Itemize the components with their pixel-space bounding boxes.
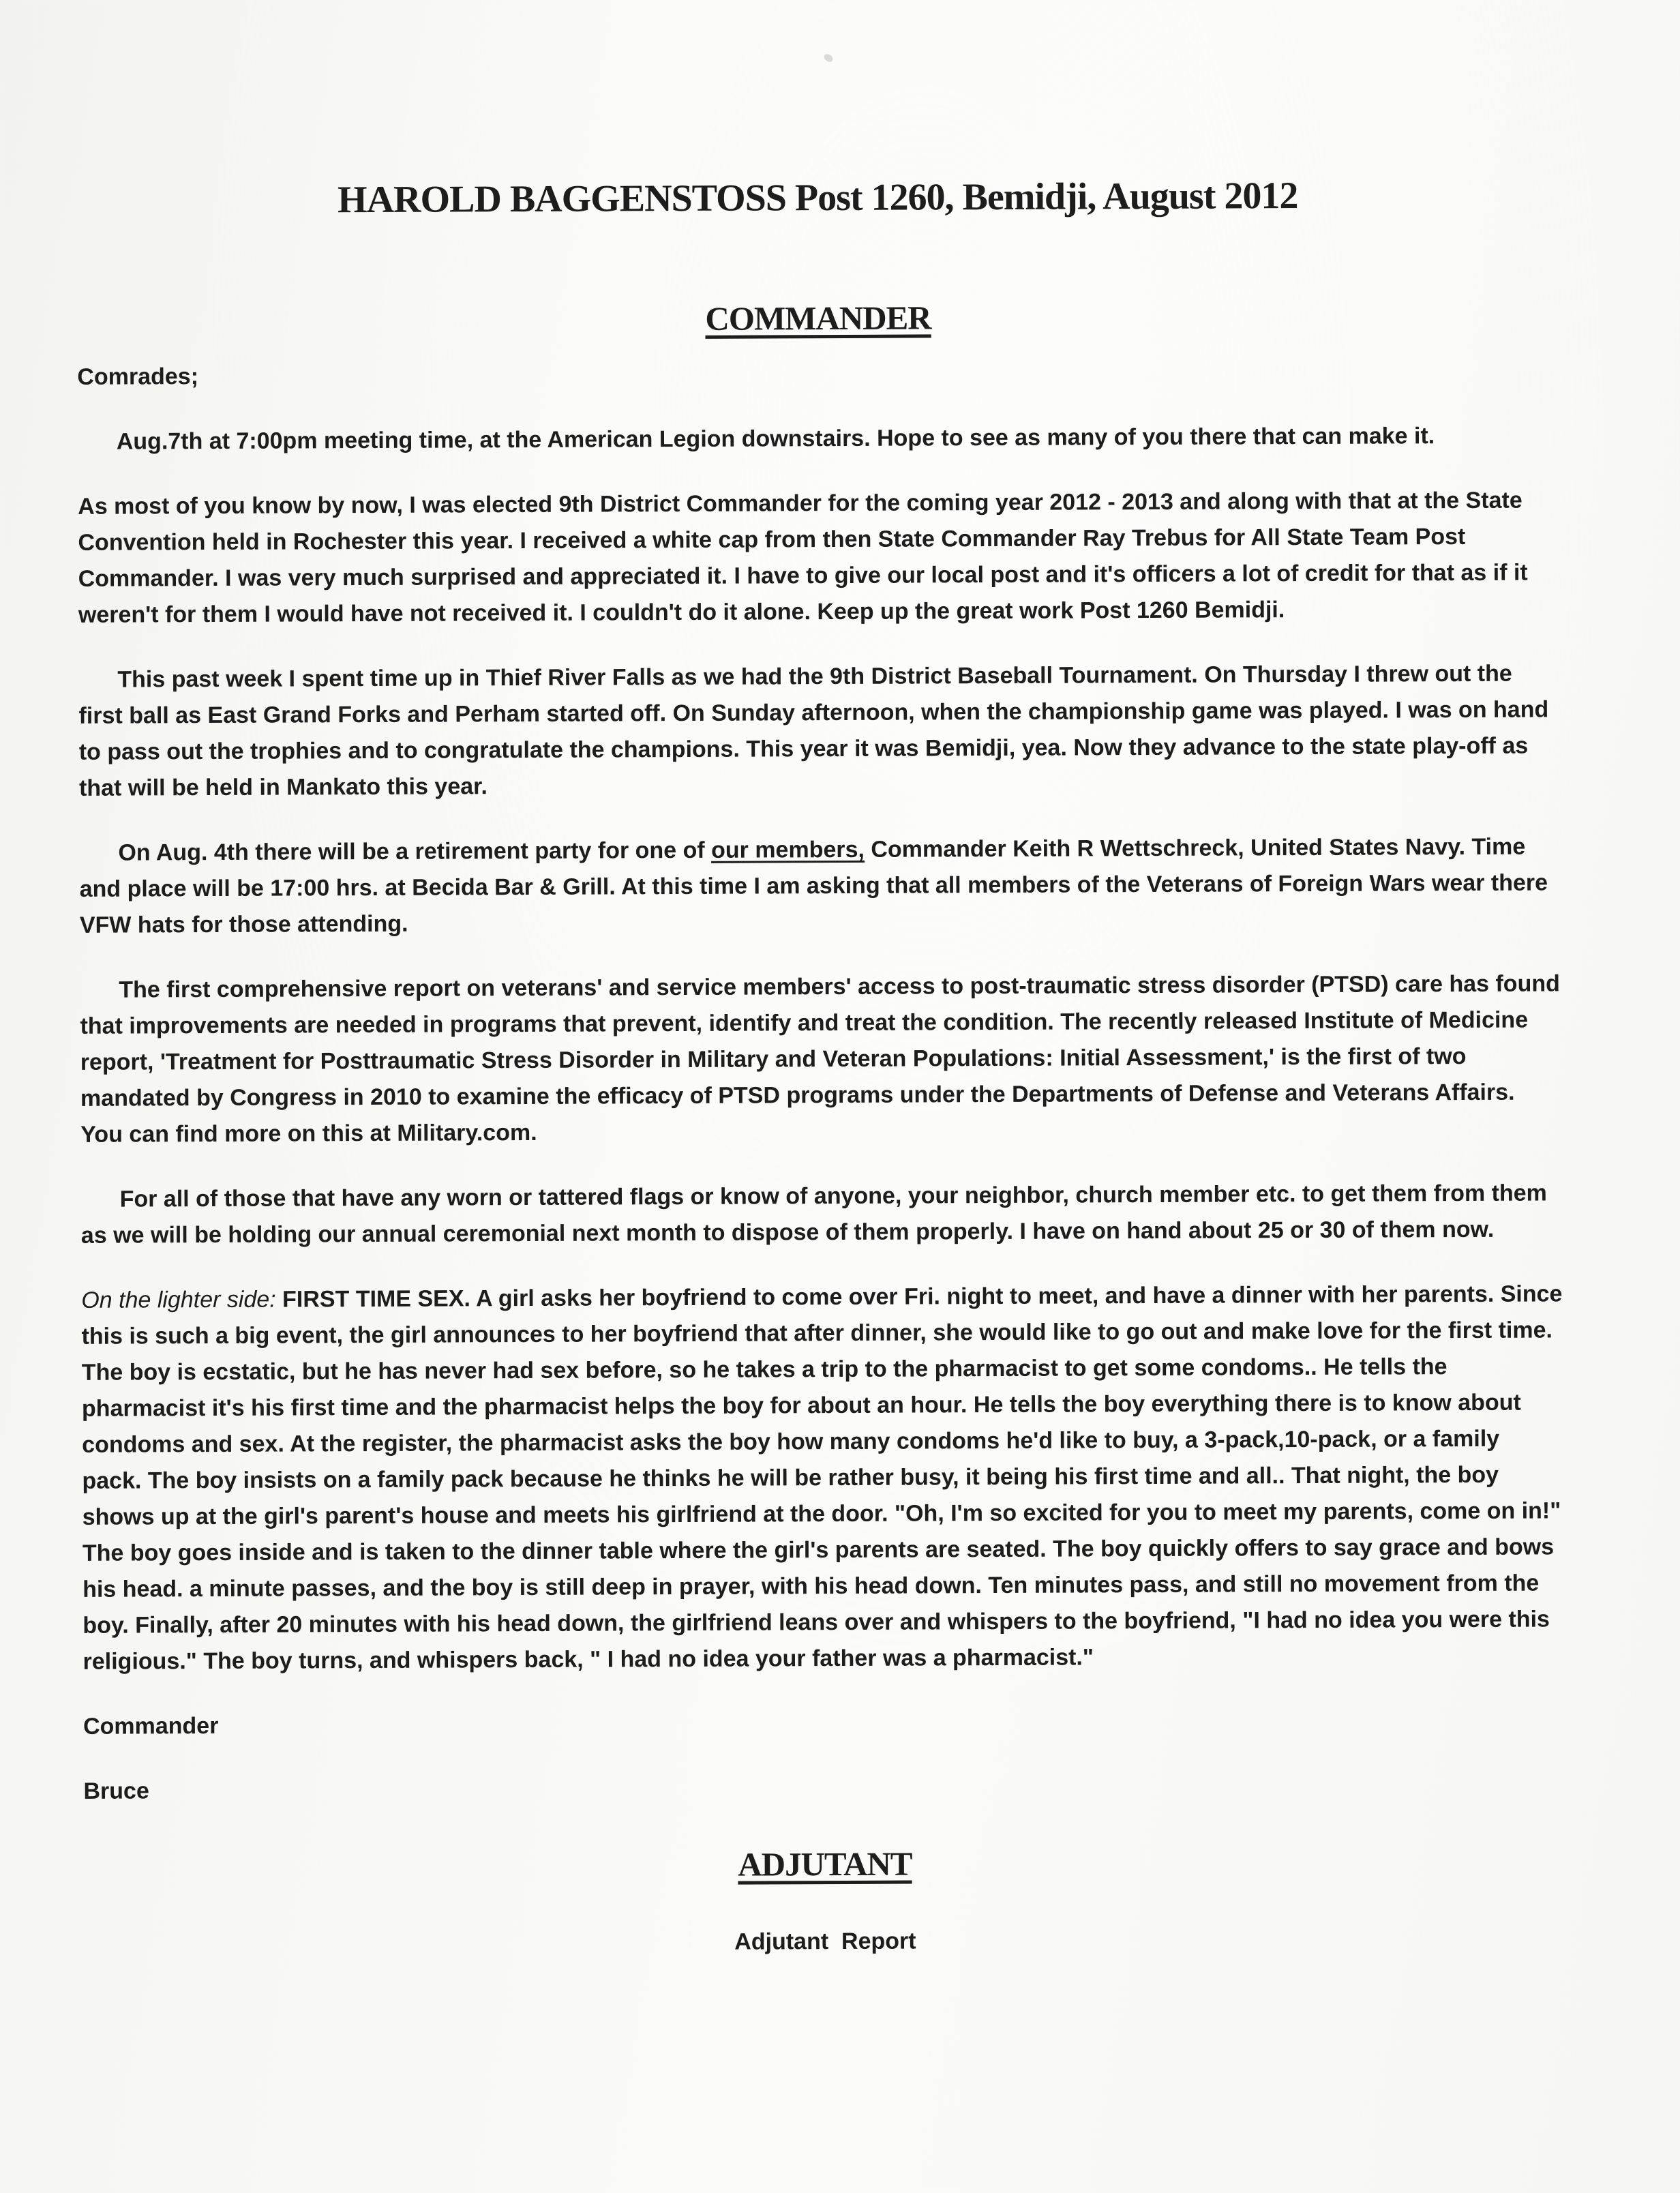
paragraph-1 <box>78 417 1560 460</box>
paragraph-3-segment: This past week I spent time up in Thief River Falls as we had the 9th District Baseball Tournament. On Thursday I threw out the first ball as East Grand Forks and Perham started off. On Sunday afternoon, when the championship game was played. I was on hand to pass out the trophies and to congratulate the champions. This year it was Bemidji, yea. Now they advance to the state play-off as that will be held in Mankato this year. <box>78 660 1549 801</box>
adjutant-report-title: Adjutant Report <box>734 1928 916 1955</box>
paragraph-6 <box>81 1175 1563 1253</box>
paragraph-4-segment: On Aug. 4th there will be a retirement party for one of <box>118 837 712 866</box>
commander-section-heading: COMMANDER <box>705 299 931 338</box>
paragraph-7 <box>81 1276 1565 1680</box>
paragraph-3 <box>78 655 1561 806</box>
paragraph-6-segment: For all of those that have any worn or tattered flags or know of anyone, your neighbor, church member etc. to get them from them as we will be holding our annual ceremonial next month to dispose of them properly. I have on hand about 25 or 30 of them now. <box>80 1180 1547 1249</box>
paragraph-2-segment: As most of you know by now, I was elected 9th District Commander for the coming year 2012 - 2013 and along with that at the State Convention held in Rochester this year. I received a white cap from then State Commander Ray Trebus for All State Team Post Commander. I was very much surprised and appreciated it. I have to give our local post and it's officers a lot of credit for that as if it weren't for them I would have not received it. I couldn't do it alone. Keep up the great work Post 1260 Bemidji. <box>78 487 1528 628</box>
letter-body <box>78 417 1565 1680</box>
paragraph-4-segment: Commander Keith R Wettschreck, United States Navy. Time and place will be 17:00 hrs. at Becida Bar & Grill. At this time I am asking that all members of the Veterans of Foreign Wars wear there VFW hats for those attending. <box>79 833 1548 938</box>
adjutant-section-heading: ADJUTANT <box>738 1845 912 1883</box>
paragraph-1-segment: Aug.7th at 7:00pm meeting time, at the American Legion downstairs. Hope to see as many of you there that can make it. <box>116 423 1435 455</box>
newsletter-title: HAROLD BAGGENSTOSS Post 1260, Bemidji, August 2012 <box>337 175 1298 222</box>
paragraph-4 <box>79 829 1562 943</box>
signoff-name: Bruce <box>83 1778 149 1804</box>
salutation: Comrades; <box>77 363 199 390</box>
signoff-role: Commander <box>82 1712 219 1740</box>
paragraph-4-segment: our members, <box>710 836 865 863</box>
paragraph-5 <box>80 966 1563 1152</box>
paragraph-5-segment: The first comprehensive report on veterans' and service members' access to post-traumatic stress disorder (PTSD) care has found that improvements are needed in programs that prevent, identify and treat the condition. The recently released Institute of Medicine report, 'Treatment for Posttraumatic Stress Disorder in Military and Veteran Populations: Initial Assessment,' is the first of two mandated by Congress in 2010 to examine the efficacy of PTSD programs under the Departments of Defense and Veterans Affairs. You can find more on this at Military.com. <box>80 970 1560 1148</box>
paragraph-7-segment: On the lighter side: <box>81 1286 283 1313</box>
signoff-block <box>83 1702 1566 1809</box>
paragraph-7-segment: FIRST TIME SEX. A girl asks her boyfriend to come over Fri. night to meet, and have a dinner with her parents. Since this is such a big event, the girl announces to her boyfriend that after dinner, she would like to go out and make love for the first time. The boy is ecstatic, but he has never had sex before, so he takes a trip to the pharmacist to get some condoms.. He tells the pharmacist it's his first time and the pharmacist helps the boy for about an hour. He tells the boy everything there is to know about condoms and sex. At the register, the pharmacist asks the boy how many condoms he'd like to buy, a 3-pack,10-pack, or a family pack. The boy insists on a family pack because he thinks he will be rather busy, it being his first time and all.. That night, the boy shows up at the girl's parent's house and meets his girlfriend at the door. "Oh, I'm so excited for you to meet my parents, come on in!" The boy goes inside and is taken to the dinner table where the girl's parents are seated. The boy quickly offers to say grace and bows his head. a minute passes, and the boy is still deep in prayer, with his head down. Ten minutes pass, and still no movement from the boy. Finally, after 20 minutes with his head down, the girlfriend leans over and whispers to the boyfriend, "I had no idea you were this religious." The boy turns, and whispers back, " I had no idea your father was a pharmacist." <box>81 1281 1563 1675</box>
paragraph-2 <box>78 482 1561 633</box>
